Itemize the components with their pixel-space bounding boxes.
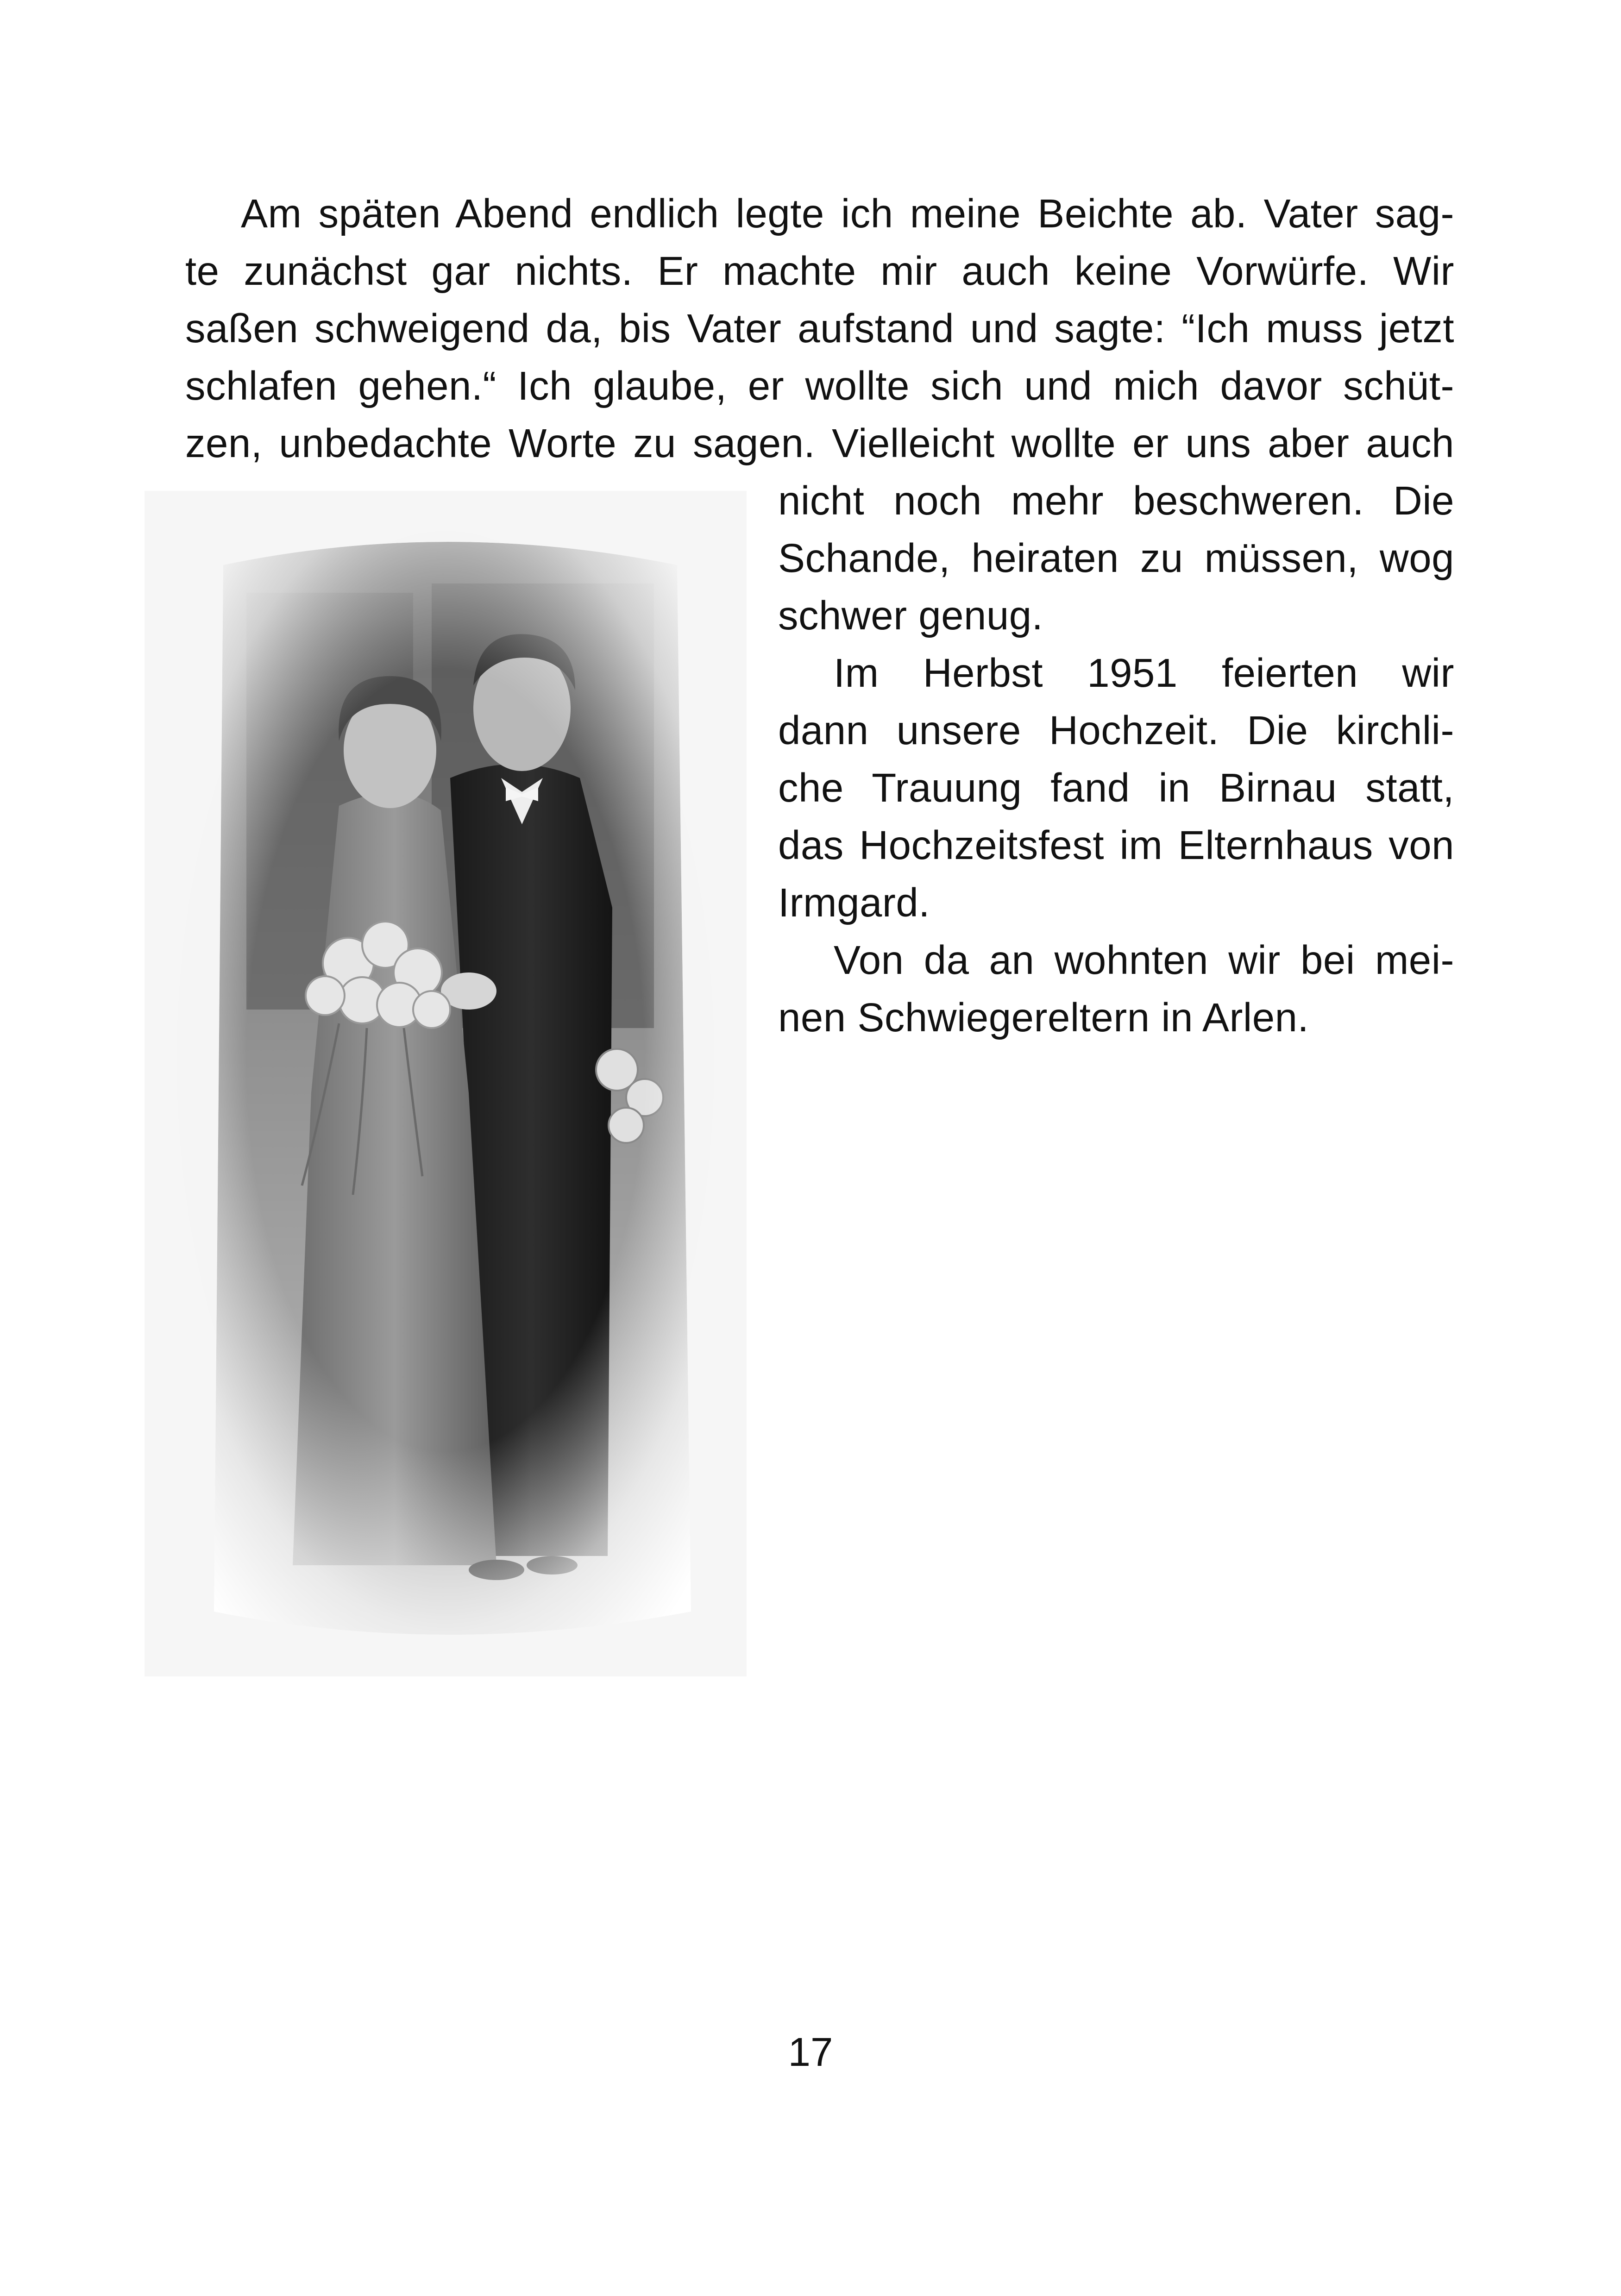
text-line: saßen schweigend da, bis Vater aufstand und sagte: “Ich muss jetzt xyxy=(185,306,1454,351)
text-line: Am späten Abend endlich legte ich meine Beichte ab. Vater sag- xyxy=(241,191,1454,236)
text-line: schlafen gehen.“ Ich glaube, er wollte sich und mich davor schüt- xyxy=(185,364,1454,408)
text-line: schwer genug. xyxy=(778,593,1043,638)
page-number: 17 xyxy=(788,2030,833,2075)
text-line: nicht noch mehr beschweren. Die xyxy=(778,478,1454,523)
text-line: Im Herbst 1951 feierten wir xyxy=(834,651,1454,696)
wedding-photo-image xyxy=(145,491,747,1676)
text-line: zen, unbedachte Worte zu sagen. Vielleicht wollte er uns aber auch xyxy=(185,421,1454,466)
text-line: das Hochzeitsfest im Elternhaus von xyxy=(778,823,1454,868)
text-line: nen Schwiegereltern in Arlen. xyxy=(778,995,1309,1040)
wedding-photo xyxy=(145,491,747,1676)
text-line: Schande, heiraten zu müssen, wog xyxy=(778,536,1454,581)
text-line: Von da an wohnten wir bei mei- xyxy=(834,938,1454,983)
text-line: che Trauung fand in Birnau statt, xyxy=(778,765,1454,810)
text-line: Irmgard. xyxy=(778,880,930,925)
text-line: te zunächst gar nichts. Er machte mir auch keine Vorwürfe. Wir xyxy=(185,249,1454,294)
text-line: dann unsere Hochzeit. Die kirchli- xyxy=(778,708,1454,753)
